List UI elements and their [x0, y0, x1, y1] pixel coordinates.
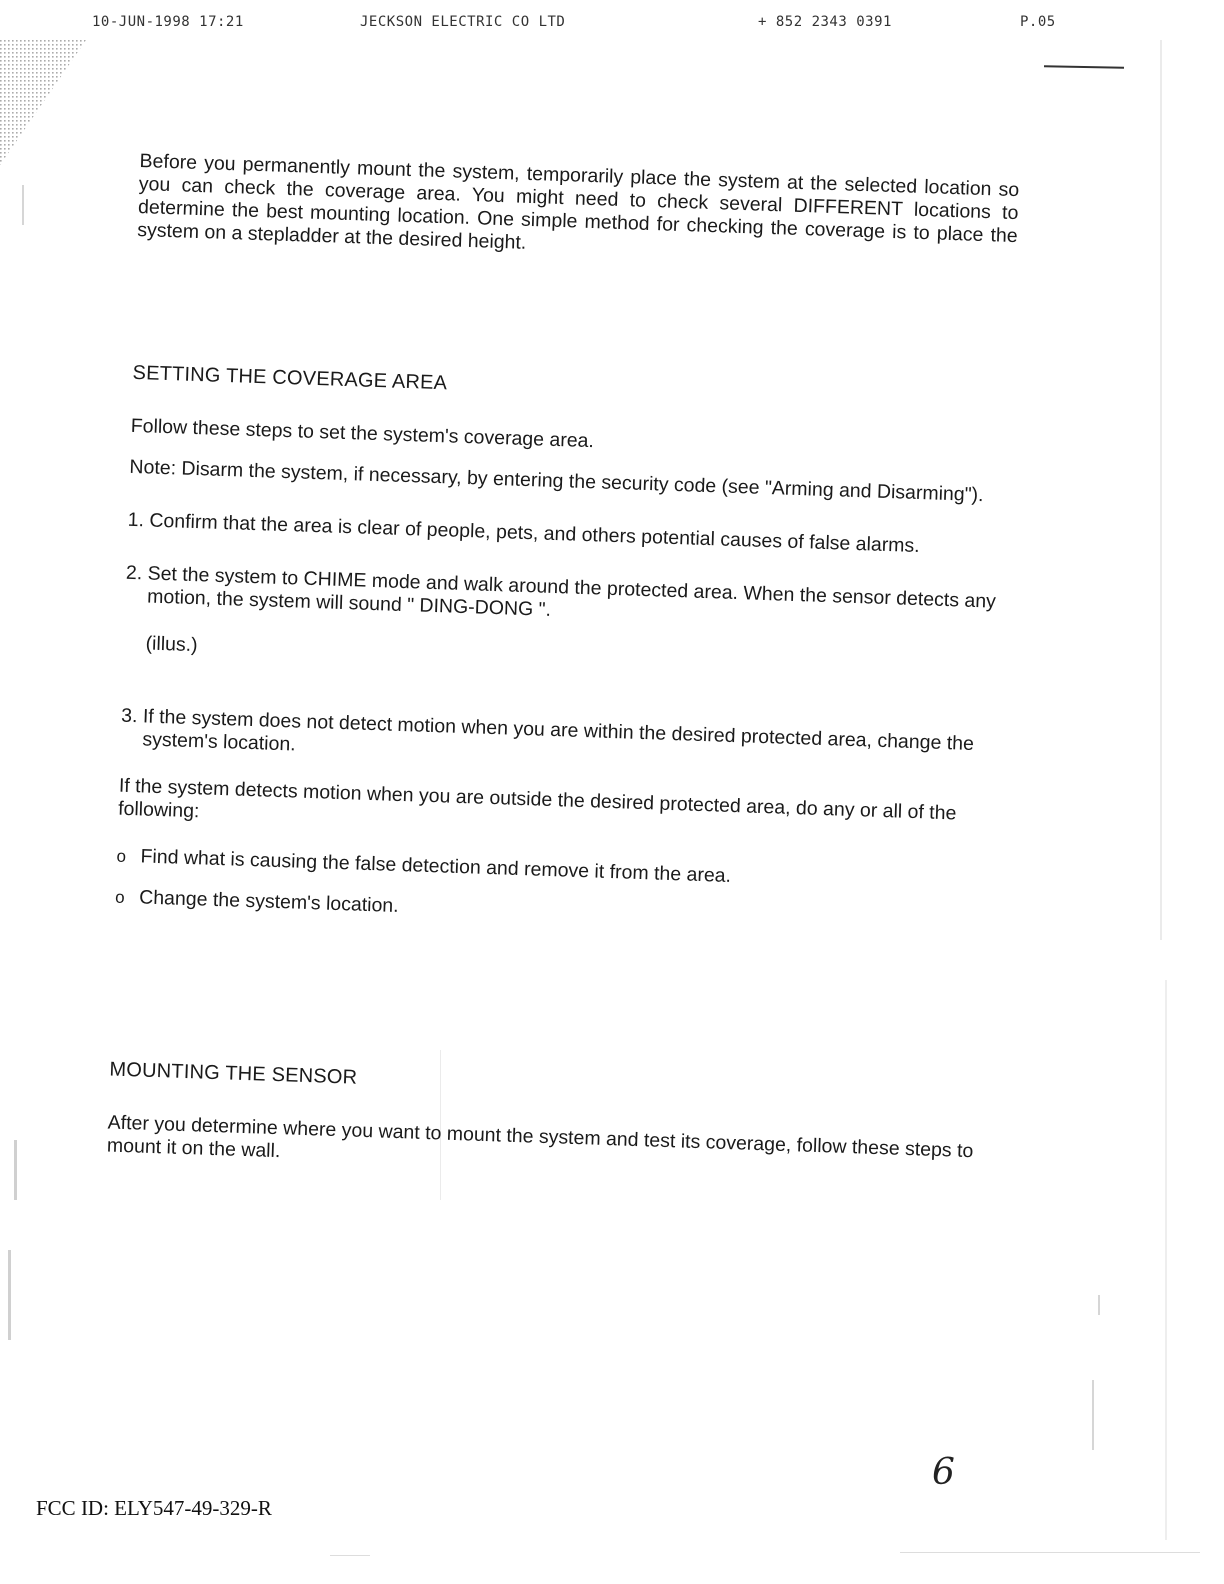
fax-date-time: 10-JUN-1998 17:21: [92, 14, 244, 30]
fax-page-label: P.05: [1020, 14, 1056, 30]
bullet-marker: o: [116, 846, 127, 866]
fax-phone-number: + 852 2343 0391: [758, 14, 892, 30]
page-number: 6: [932, 1452, 955, 1493]
heading-coverage-area: SETTING THE COVERAGE AREA: [132, 361, 448, 395]
step-chime-mode: 2. Set the system to CHIME mode and walk around the protected area. When the sensor detects any motion, the system will sound " DING-DONG ".: [125, 561, 997, 621]
heading-mounting-sensor: MOUNTING THE SENSOR: [109, 1058, 358, 1089]
mounting-paragraph: After you determine where you want to mount the system and test its coverage, follow these steps to mount it on the wall.: [106, 1111, 974, 1163]
bullet-text: Change the system's location.: [138, 886, 399, 917]
fax-header: [92, 14, 1072, 38]
coverage-lead-text: Follow these steps to set the system's coverage area.: [130, 414, 595, 453]
bullet-marker: o: [114, 887, 125, 907]
bullet-text: Find what is causing the false detection and remove it from the area.: [140, 845, 732, 887]
intro-paragraph: Before you permanently mount the system, temporarily place the system at the selected location so you can check the coverage area. You might need to check several DIFFERENT locations to determine the best mounting location. One simple method for checking the coverage is to place the system on a stepladder at the desired height.: [136, 150, 1020, 254]
illustration-placeholder: (illus.): [145, 632, 198, 657]
fax-company-name: JECKSON ELECTRIC CO LTD: [360, 14, 566, 30]
disarm-note: Note: Disarm the system, if necessary, by entering the security code (see "Arming and Disarming").: [129, 455, 984, 507]
step-confirm-area-clear: 1. Confirm that the area is clear of people, pets, and others potential causes of false alarms.: [127, 508, 921, 558]
fcc-id: FCC ID: ELY547-49-329-R: [36, 1496, 272, 1520]
outside-area-intro: If the system detects motion when you are outside the desired protected area, do any or all of the following:: [117, 774, 957, 825]
step-change-location: 3. If the system does not detect motion when you are within the desired protected area, change the system's location.: [120, 704, 975, 756]
scan-rule-mark: [1044, 65, 1124, 68]
document-body: [107, 150, 1020, 1187]
scan-corner-shadow: [0, 40, 90, 170]
